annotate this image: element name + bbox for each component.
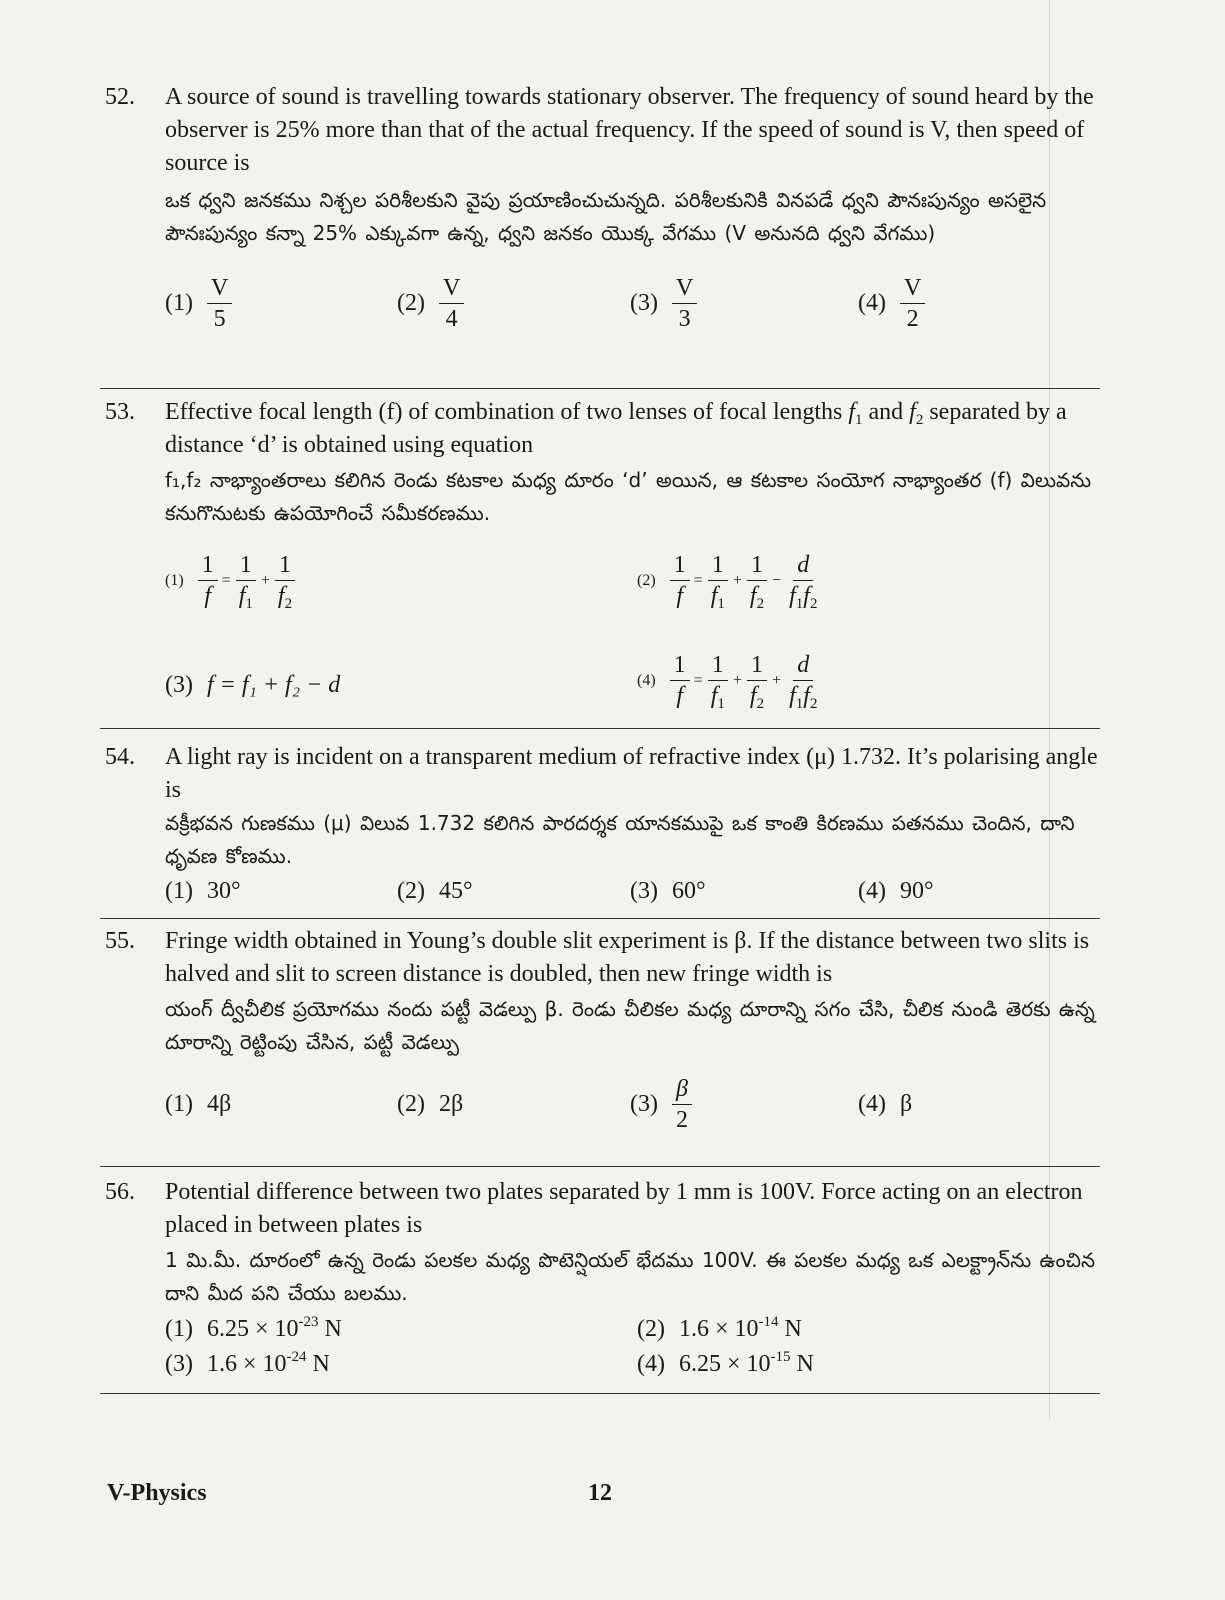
option-2[interactable]: (2) $1.6 \times 10^{-14}$ N <box>637 1314 802 1342</box>
fraction: $\frac{V}{3}$ <box>672 273 697 334</box>
option-3[interactable]: (3) $1.6 \times 10^{-24}$ N <box>165 1349 330 1377</box>
options <box>165 1069 1100 1139</box>
question-number: 55. <box>105 928 135 954</box>
question-text-en: Fringe width obtained in Young’s double slit experiment is β. If the distance between two slits is halved and slit to screen distance is doubled, then new fringe width is <box>165 928 1090 987</box>
option-3[interactable]: (3) f = f₁ + f₂ − d <box>165 672 341 698</box>
option-4[interactable]: (4) 90° <box>858 878 934 904</box>
fraction: $\frac{V}{5}$ <box>207 273 232 334</box>
options <box>165 875 1100 909</box>
options <box>165 1312 1100 1382</box>
question-text-te: 1 మి.మీ. దూరంలో ఉన్న రెండు పలకల మధ్య పొటెన్షియల్ భేదము 100V. ఈ పలకల మధ్య ఒక ఎలక్ట్రాన్‌ను ఉంచిన దాని మీద పని చేయు బలము. <box>165 1248 1095 1305</box>
question-text-en: Effective focal length (f) of combination of two lenses of focal lengths $f_1$ and $f_2$ separated by a distance ‘d’ is obtained using equation <box>165 399 1067 458</box>
question-text-te: వక్రీభవన గుణకము (μ) విలువ 1.732 కలిగిన పారదర్శక యానకముపై ఒక కాంతి కిరణము పతనము చెందిన, దాని ధృవణ కోణము. <box>165 811 1075 868</box>
option-2[interactable]: (2) $\frac{1}{f}$ = $\frac{1}{f_1}$ + $\frac{1}{f_2}$ − $\frac{d}{f_1f_2}$ <box>637 550 821 611</box>
equation: $\frac{1}{f}$ = $\frac{1}{f_1}$ + $\frac{1}{f_2}$ − $\frac{d}{f_1f_2}$ <box>670 550 822 611</box>
option-3[interactable]: (3) 60° <box>630 878 706 904</box>
question-number: 56. <box>105 1179 135 1205</box>
option-4[interactable]: (4) $\frac{V}{2}$ <box>858 268 925 338</box>
option-1[interactable]: (1) $6.25 \times 10^{-23}$ N <box>165 1314 342 1342</box>
equation: f = f₁ + f₂ − d <box>206 672 341 698</box>
option-1[interactable]: (1) 30° <box>165 878 241 904</box>
divider <box>100 918 1100 919</box>
question-52 <box>105 81 1100 338</box>
question-text-te: ఒక ధ్వని జనకము నిశ్చల పరిశీలకుని వైపు ప్రయాణించుచున్నది. పరిశీలకునికి వినపడే ధ్వని పౌనఃపున్యం అసలైన పౌనఃపున్యం కన్నా 25% ఎక్కువగా ఉన్న, ధ్వని జనకం యొక్క వేగము (V అనునది ధ్వని వేగము) <box>165 188 1047 245</box>
option-4[interactable]: (4) $6.25 \times 10^{-15}$ N <box>637 1349 814 1377</box>
question-text-en: A source of sound is travelling towards stationary observer. The frequency of sound heard by the observer is 25% more than that of the actual frequency. If the speed of sound is V, then speed of source is <box>165 84 1094 176</box>
fraction: $\frac{V}{2}$ <box>900 273 925 334</box>
question-number: 53. <box>105 399 135 425</box>
question-55 <box>105 925 1100 1139</box>
option-4[interactable]: (4) $\frac{1}{f}$ = $\frac{1}{f_1}$ + $\frac{1}{f_2}$ + $\frac{d}{f_1f_2}$ <box>637 650 821 711</box>
question-53 <box>105 396 1100 530</box>
option-2[interactable]: (2) 2β <box>397 1090 464 1117</box>
option-2[interactable]: (2) $\frac{V}{4}$ <box>397 268 464 338</box>
question-56 <box>105 1176 1100 1382</box>
question-54 <box>105 741 1100 909</box>
option-1[interactable]: (1) $\frac{V}{5}$ <box>165 268 232 338</box>
option-3[interactable]: (3) $\frac{V}{3}$ <box>630 268 697 338</box>
fraction: $\frac{V}{4}$ <box>439 273 464 334</box>
footer-subject: V-Physics <box>107 1480 207 1506</box>
question-number: 54. <box>105 744 135 770</box>
page-number: 12 <box>588 1480 612 1506</box>
divider <box>100 388 1100 389</box>
option-4[interactable]: (4) β <box>858 1090 913 1117</box>
option-2[interactable]: (2) 45° <box>397 878 473 904</box>
equation: $\frac{1}{f}$ = $\frac{1}{f_1}$ + $\frac{1}{f_2}$ <box>198 550 296 611</box>
option-1[interactable]: (1) $\frac{1}{f}$ = $\frac{1}{f_1}$ + $\frac{1}{f_2}$ <box>165 550 296 611</box>
divider <box>100 1166 1100 1167</box>
options <box>165 268 1100 338</box>
equation: $\frac{1}{f}$ = $\frac{1}{f_1}$ + $\frac{1}{f_2}$ + $\frac{d}{f_1f_2}$ <box>670 650 822 711</box>
question-number: 52. <box>105 84 135 110</box>
question-text-en: Potential difference between two plates separated by 1 mm is 100V. Force acting on an electron placed in between plates is <box>165 1179 1083 1238</box>
divider <box>100 728 1100 729</box>
question-text-te: యంగ్ ద్వీచీలిక ప్రయోగము నందు పట్టీ వెడల్పు β. రెండు చీలికల మధ్య దూరాన్ని సగం చేసి, చీలిక నుండి తెరకు ఉన్న దూరాన్ని రెట్టింపు చేసిన, పట్టీ వెడల్పు <box>165 997 1095 1054</box>
question-text-en: A light ray is incident on a transparent medium of refractive index (μ) 1.732. It’s polarising angle is <box>165 744 1098 803</box>
question-text-te: f₁,f₂ నాభ్యాంతరాలు కలిగిన రెండు కటకాల మధ్య దూరం ‘d’ అయిన, ఆ కటకాల సంయోగ నాభ్యాంతర (f) విలువను కనుగొనుటకు ఉపయోగించే సమీకరణము. <box>165 468 1092 525</box>
option-1[interactable]: (1) 4β <box>165 1090 232 1117</box>
divider <box>100 1393 1100 1394</box>
option-3[interactable]: (3) $\frac{\beta}{2}$ <box>630 1069 692 1139</box>
fraction: $\frac{\beta}{2}$ <box>672 1074 692 1135</box>
